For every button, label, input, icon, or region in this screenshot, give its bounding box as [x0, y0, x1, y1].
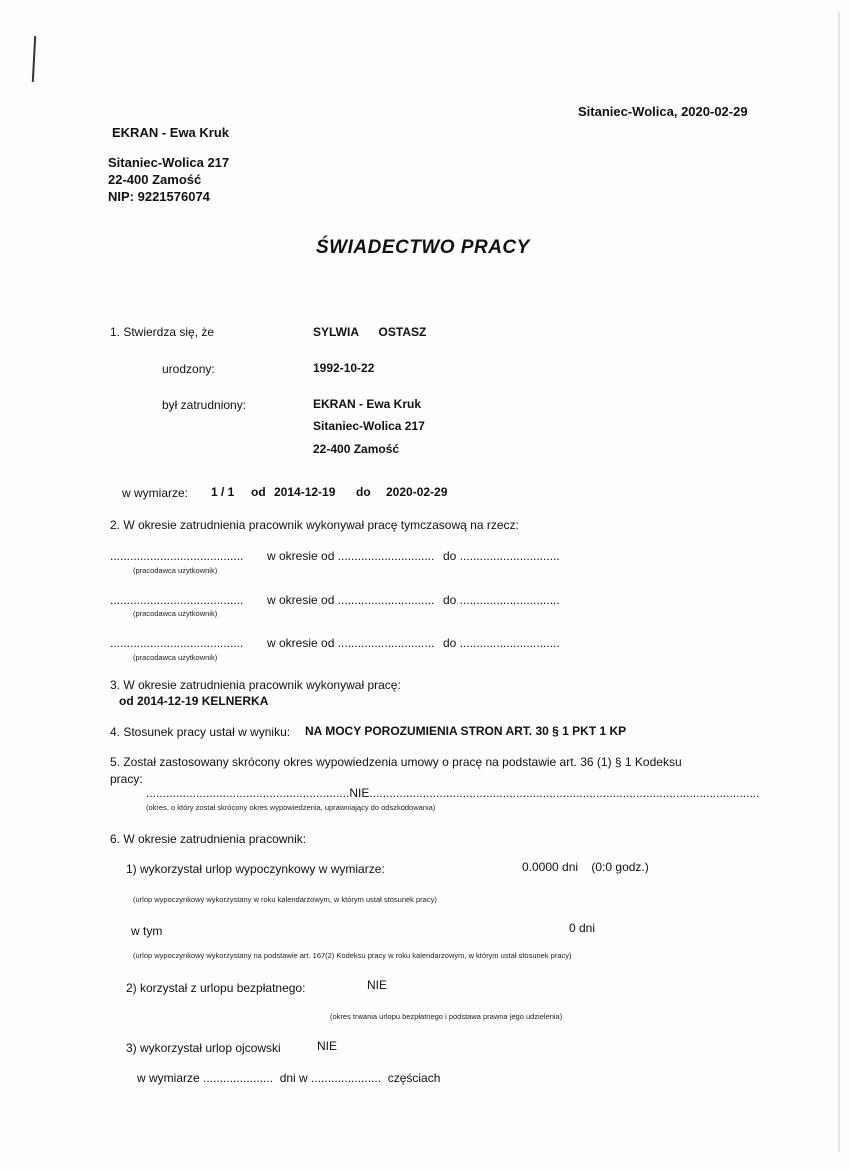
section1-label: 1. Stwierdza się, że [110, 325, 215, 339]
company-address-line2: 22-400 Zamość [108, 172, 202, 187]
leave-item1-value: 0.0000 dni (0:0 godz.) [522, 860, 649, 874]
wtym-label: w tym [131, 924, 163, 938]
section4-value: NA MOCY POROZUMIENIA STRON ART. 30 § 1 PKT 1 KP [305, 724, 627, 738]
section6-label: 6. W okresie zatrudnienia pracownik: [110, 832, 307, 846]
from-label: od [251, 485, 266, 499]
section5-line1: 5. Został zastosowany skrócony okres wypowiedzenia umowy o pracę na podstawie art. 36 (1) § 1 Kodeksu [110, 755, 682, 769]
temp-work-employer-field: ........................................ [110, 549, 244, 563]
born-value: 1992-10-22 [313, 361, 375, 375]
section5-fill: .............................................................NIE..................................................................................................................... [146, 786, 760, 800]
from-value: 2014-12-19 [274, 485, 336, 499]
leave-item3-extent-line: w wymiarze ..................... dni w ..................... częściach [137, 1071, 441, 1085]
section3-value: od 2014-12-19 KELNERKA [119, 694, 269, 708]
temp-work-caption: (pracodawca użytkownik) [133, 653, 218, 662]
temp-work-caption: (pracodawca użytkownik) [133, 609, 218, 618]
section3-label: 3. W okresie zatrudnienia pracownik wykonywał pracę: [110, 678, 401, 692]
leave-item3-value: NIE [317, 1039, 338, 1053]
leave-item2-label: 2) korzystał z urlopu bezpłatnego: [126, 981, 306, 995]
temp-work-to-field: do .............................. [443, 636, 560, 650]
section5-caption: (okres, o który został skrócony okres wypowiedzenia, uprawniający do odszkodowania) [146, 803, 436, 812]
to-value: 2020-02-29 [386, 485, 448, 499]
section2-label: 2. W okresie zatrudnienia pracownik wykonywał pracę tymczasową na rzecz: [110, 518, 519, 532]
temp-work-from-field: w okresie od ............................. [267, 549, 435, 563]
leave-item2-value: NIE [367, 978, 388, 992]
wtym-value: 0 dni [569, 921, 596, 935]
extent-value: 1 / 1 [211, 485, 235, 499]
company-nip: NIP: 9221576074 [108, 189, 210, 204]
temp-work-from-field: w okresie od ............................. [267, 636, 435, 650]
leave-item1-caption: (urlop wypoczynkowy wykorzystany w roku kalendarzowym, w którym ustał stosunek pracy) [133, 895, 437, 904]
document-title: ŚWIADECTWO PRACY [316, 237, 530, 258]
temp-work-employer-field: ........................................ [110, 636, 244, 650]
temp-work-to-field: do .............................. [443, 593, 560, 607]
temp-work-employer-field: ........................................ [110, 593, 244, 607]
extent-label: w wymiarze: [122, 486, 189, 500]
scan-edge-shadow [838, 12, 840, 1152]
born-label: urodzony: [162, 362, 215, 376]
scan-mark [32, 36, 36, 82]
wtym-caption: (urlop wypoczynkowy wykorzystany na podstawie art. 167(2) Kodeksu pracy w roku kalendarzowym, w którym ustał stosunek pracy) [133, 951, 572, 960]
leave-item1-label: 1) wykorzystał urlop wypoczynkowy w wymiarze: [126, 862, 385, 876]
company-address-line1: Sitaniec-Wolica 217 [108, 155, 230, 170]
employer-line1: EKRAN - Ewa Kruk [313, 397, 422, 411]
employee-name: SYLWIA OSTASZ [313, 325, 427, 339]
company-name: EKRAN - Ewa Kruk [112, 125, 230, 140]
temp-work-caption: (pracodawca użytkownik) [133, 566, 218, 575]
temp-work-to-field: do .............................. [443, 549, 560, 563]
section5-line2: pracy: [110, 772, 143, 786]
place-date: Sitaniec-Wolica, 2020-02-29 [578, 104, 748, 119]
to-label: do [356, 485, 371, 499]
section4-label: 4. Stosunek pracy ustał w wyniku: [110, 725, 291, 739]
employer-line2: Sitaniec-Wolica 217 [313, 419, 425, 433]
temp-work-from-field: w okresie od ............................. [267, 593, 435, 607]
employed-label: był zatrudniony: [162, 398, 247, 412]
employer-line3: 22-400 Zamość [313, 442, 400, 456]
leave-item2-caption: (okres trwania urlopu bezpłatnego i podstawa prawna jego udzielenia) [330, 1012, 563, 1021]
leave-item3-label: 3) wykorzystał urlop ojcowski [126, 1041, 281, 1055]
